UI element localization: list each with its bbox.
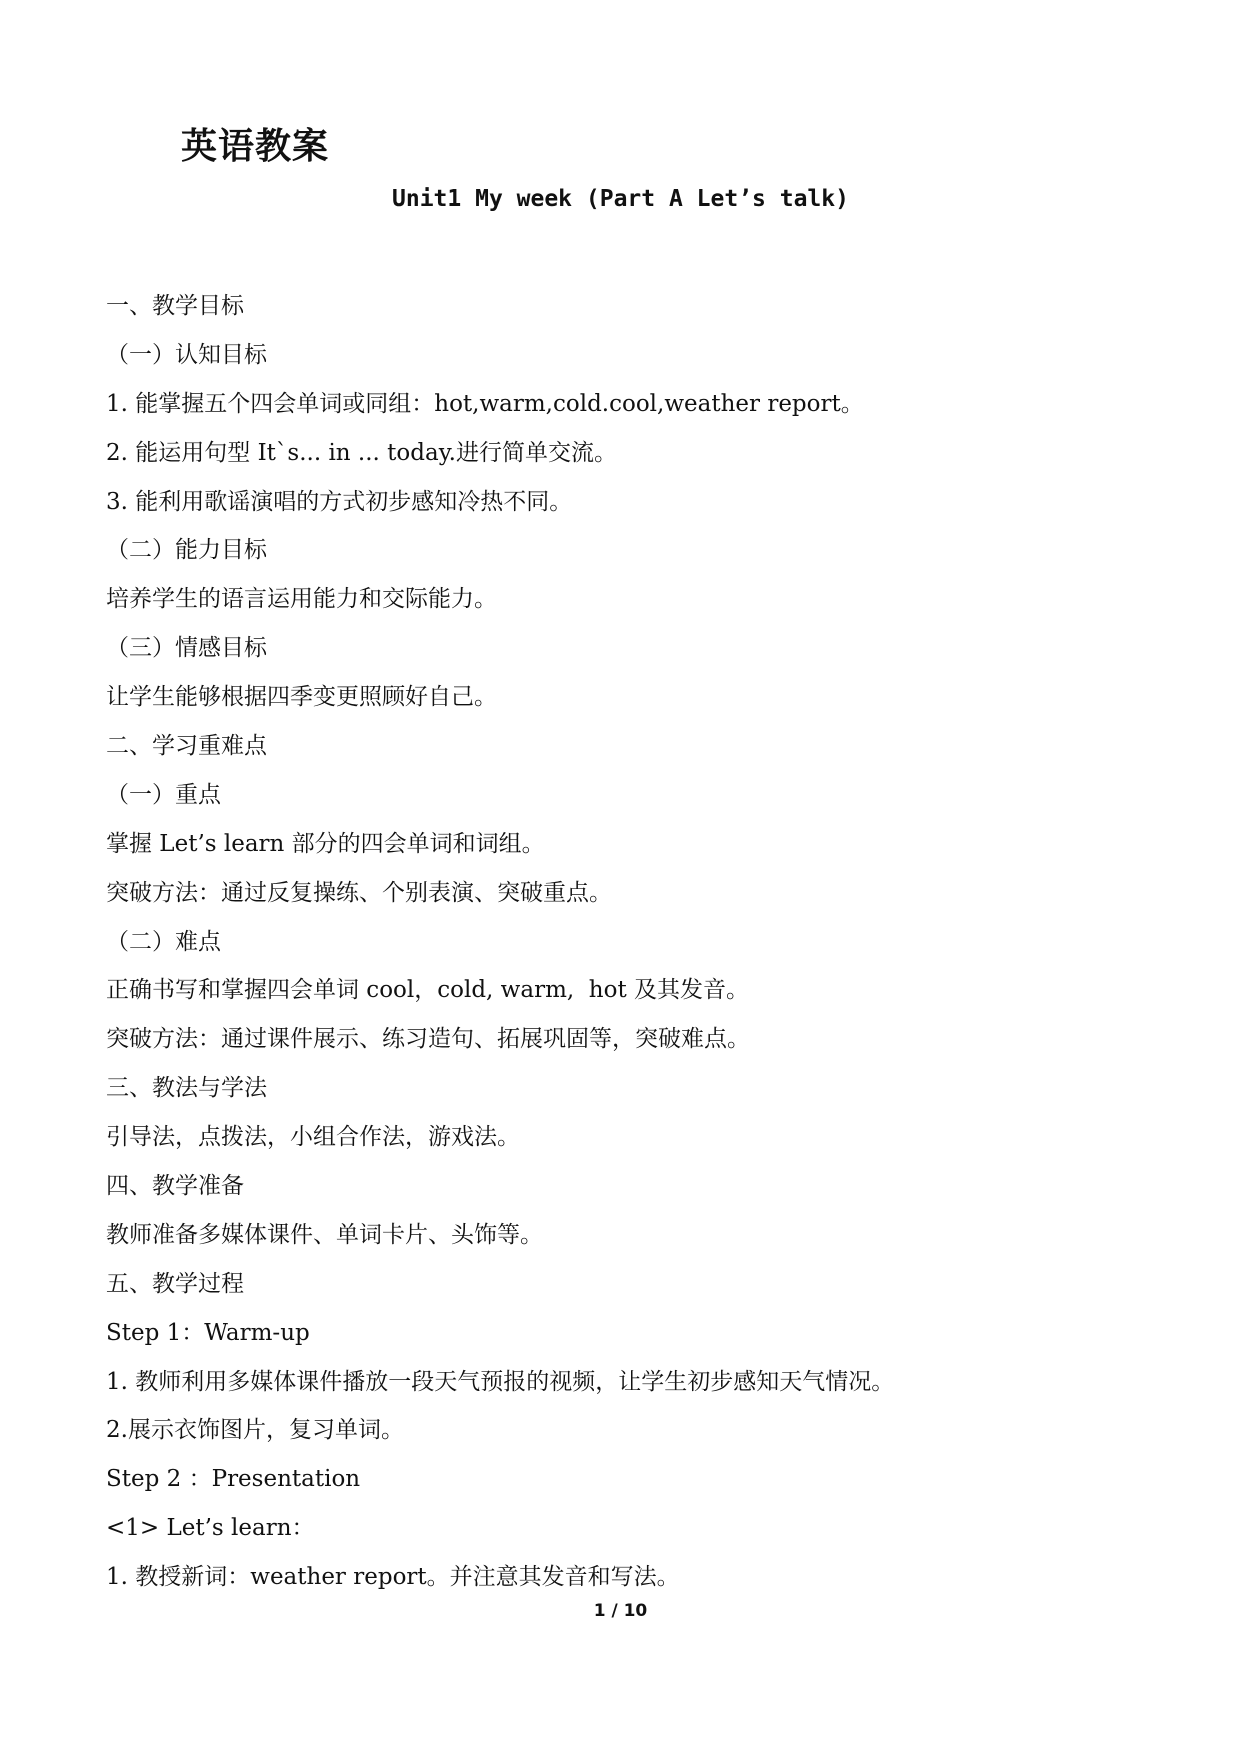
document-body xyxy=(106,282,1166,1602)
body-line: 三、教法与学法 xyxy=(106,1075,267,1102)
body-line: 1. 教授新词：weather report。并注意其发音和写法。 xyxy=(106,1564,680,1591)
body-line: <1> Let’s learn： xyxy=(106,1515,315,1542)
body-line: 教师准备多媒体课件、单词卡片、头饰等。 xyxy=(106,1221,543,1248)
body-line: 突破方法：通过课件展示、练习造句、拓展巩固等，突破难点。 xyxy=(106,1026,750,1053)
body-line: 1. 教师利用多媒体课件播放一段天气预报的视频，让学生初步感知天气情况。 xyxy=(106,1368,895,1395)
body-line: 2.展示衣饰图片，复习单词。 xyxy=(106,1417,404,1444)
body-line: 五、教学过程 xyxy=(106,1270,244,1297)
body-line: 3. 能利用歌谣演唱的方式初步感知冷热不同。 xyxy=(106,488,573,515)
body-line: 2. 能运用句型 It`s... in ... today.进行简单交流。 xyxy=(106,439,617,466)
body-line: 正确书写和掌握四会单词 cool，cold, warm, hot 及其发音。 xyxy=(106,977,750,1004)
body-line: 1. 能掌握五个四会单词或同组：hot,warm,cold.cool,weather report。 xyxy=(106,390,864,417)
body-line: （一）重点 xyxy=(106,781,221,808)
body-line: （二）能力目标 xyxy=(106,537,267,564)
document-title: 英语教案 xyxy=(181,126,330,167)
body-line: （二）难点 xyxy=(106,928,221,955)
body-line: （三）情感目标 xyxy=(106,635,267,662)
body-line: Step 1：Warm-up xyxy=(106,1319,310,1346)
body-line: （一）认知目标 xyxy=(106,341,267,368)
body-line: 一、教学目标 xyxy=(106,293,244,319)
body-line: 二、学习重难点 xyxy=(106,733,267,760)
page-number: 1 / 10 xyxy=(593,1601,648,1621)
body-line: 四、教学准备 xyxy=(106,1173,244,1200)
body-line: 让学生能够根据四季变更照顾好自己。 xyxy=(106,684,497,711)
body-line: 掌握 Let’s learn 部分的四会单词和词组。 xyxy=(106,830,545,857)
body-line: 突破方法：通过反复操练、个别表演、突破重点。 xyxy=(106,879,612,906)
document-subtitle: Unit1 My week (Part A Let’s talk) xyxy=(392,186,849,212)
body-line: 引导法，点拨法，小组合作法，游戏法。 xyxy=(106,1124,520,1151)
body-line: 培养学生的语言运用能力和交际能力。 xyxy=(106,586,497,613)
body-line: Step 2 ：Presentation xyxy=(106,1466,361,1493)
